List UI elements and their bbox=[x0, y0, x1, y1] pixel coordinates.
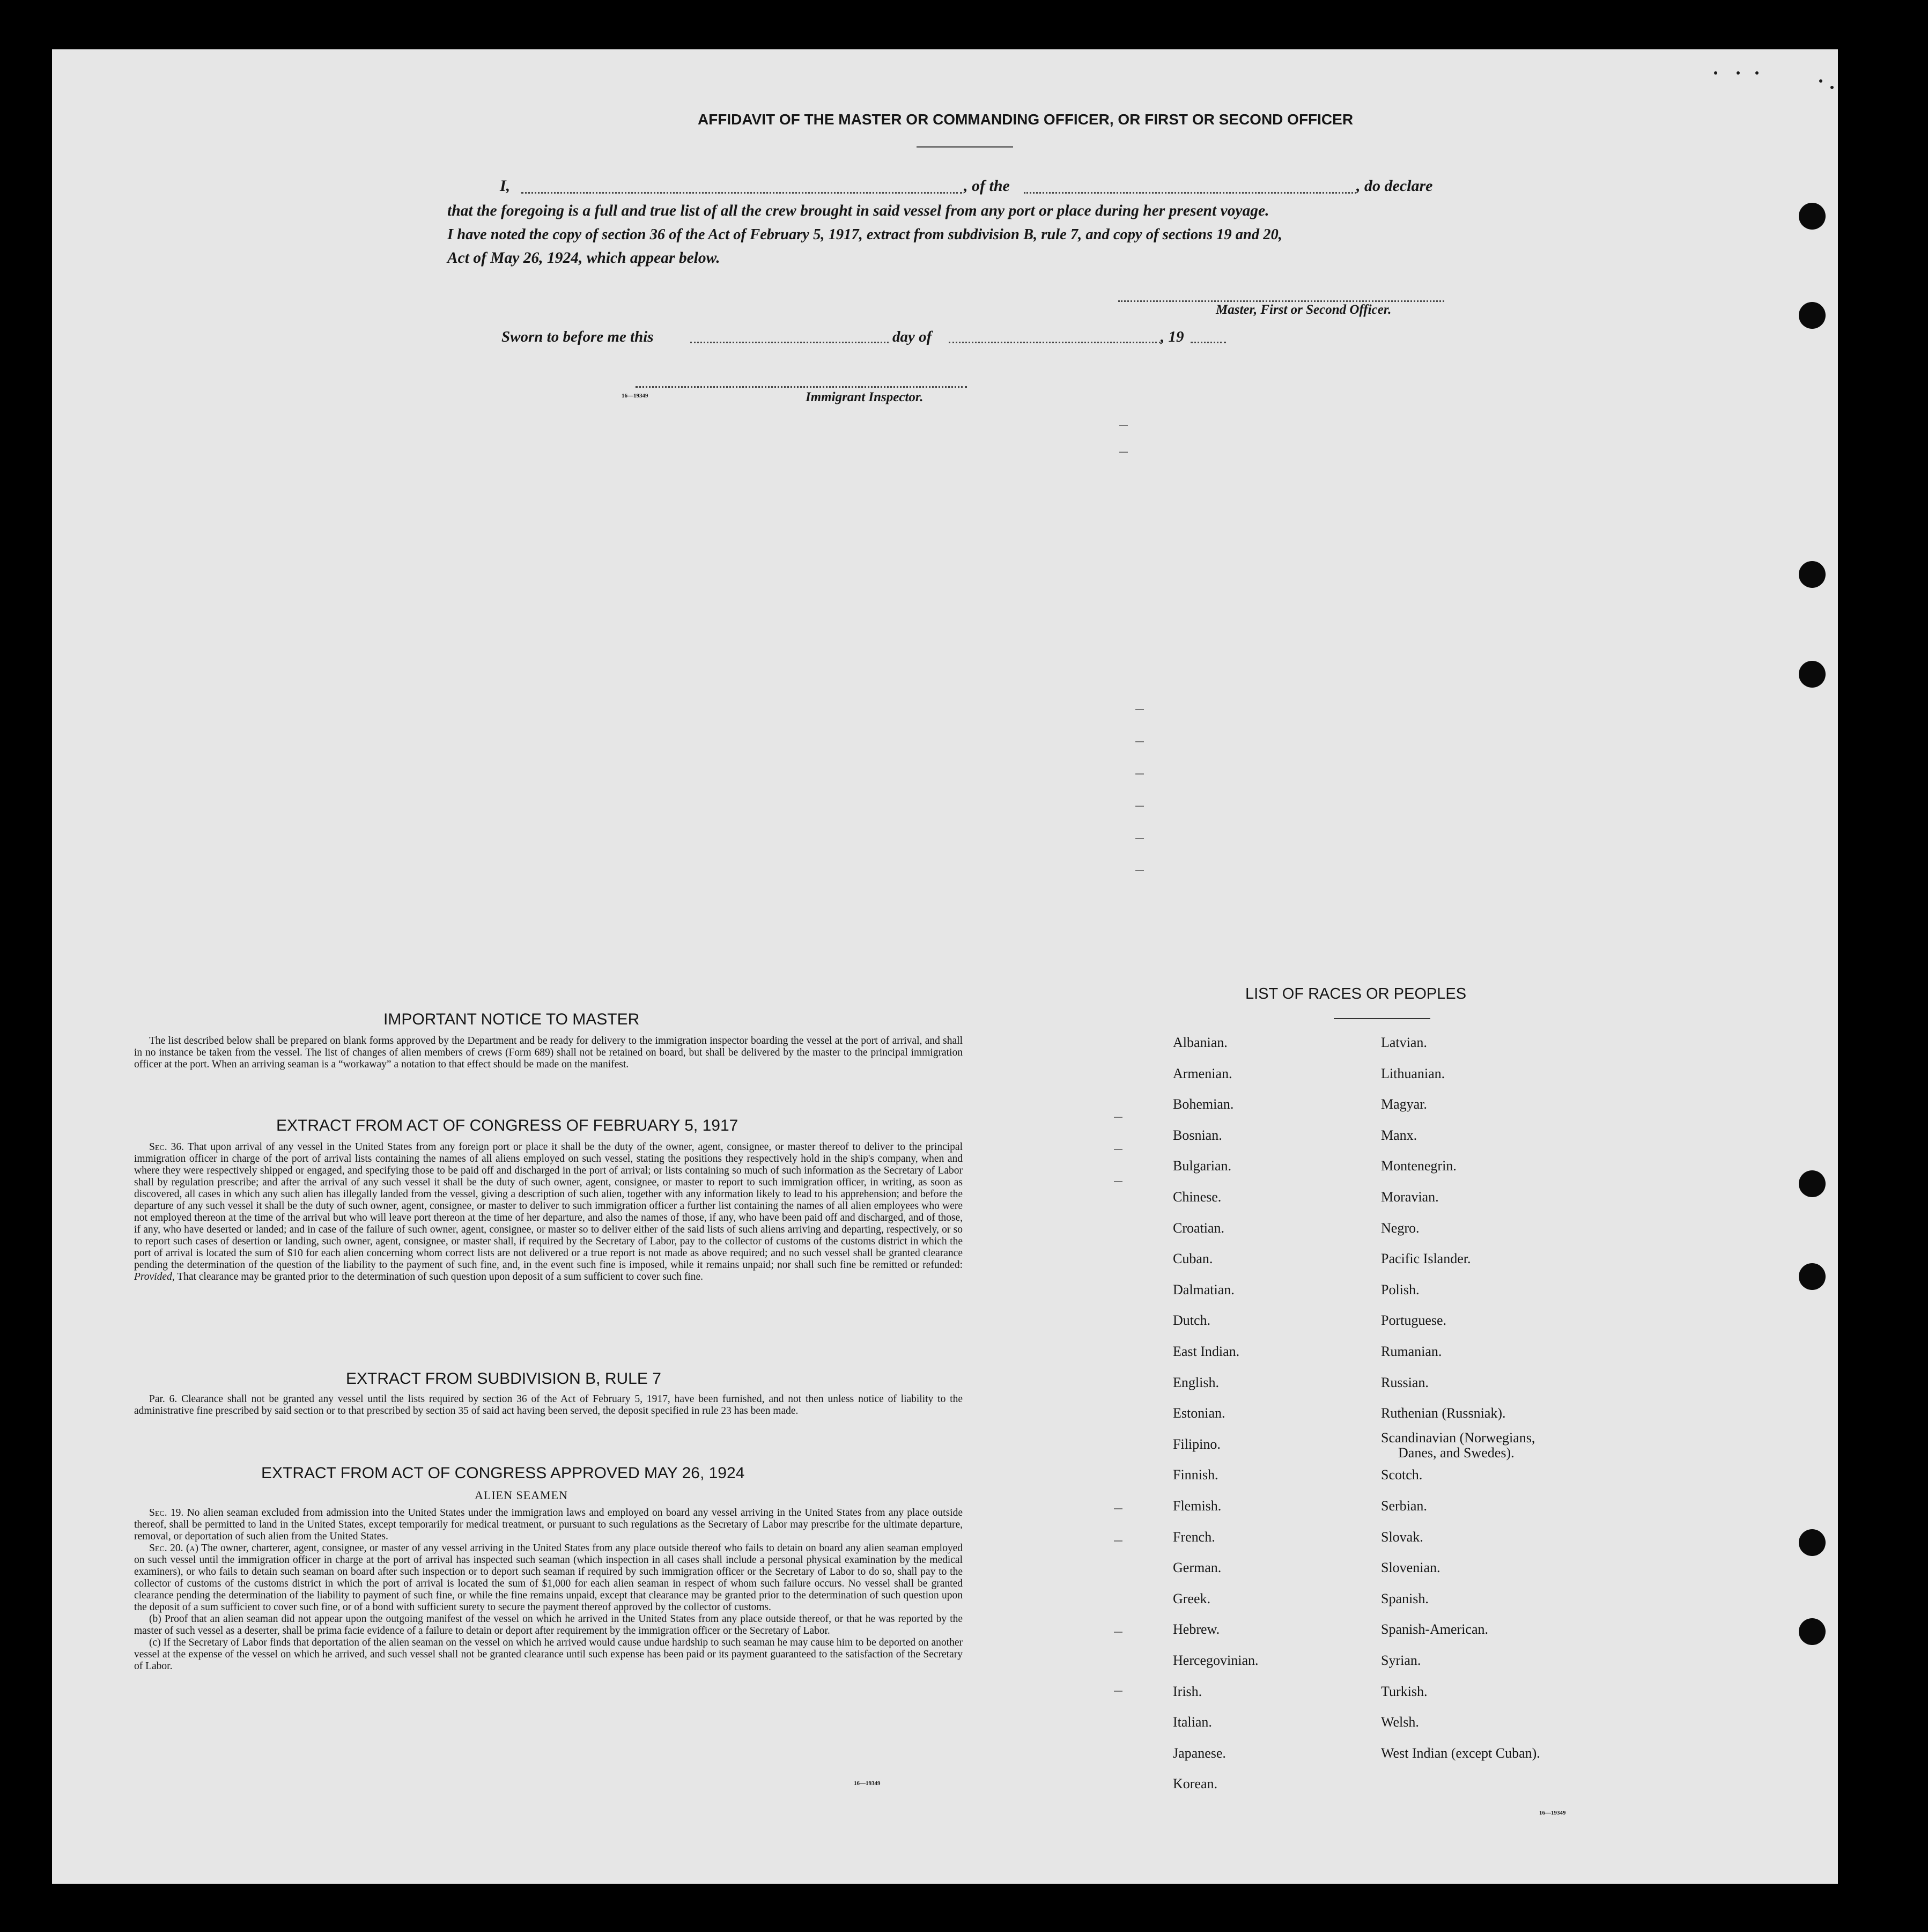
binder-hole bbox=[1799, 661, 1826, 688]
race-item: Italian. bbox=[1173, 1714, 1212, 1730]
document-page: AFFIDAVIT OF THE MASTER OR COMMANDING OFFICER, OR FIRST OR SECOND OFFICER I, , of the , do declare that the foregoing is a full and true list of all the crew brought in said vessel from any port or place during her present voyage. I have noted the copy of section 36 of the Act of February 5, 1917, extract from subdivision B, rule 7, and copy of sections 19 and 20, Act of May 26, 1924, which appear below. Master, First or Second Officer. Sworn to before me this day of , 19 16—19349 Immigrant Inspector. IMPORTANT NOTICE TO MASTER The list described below shall be prepared on blank forms approved by the Department and be ready for delivery to the immigration inspector boarding the vessel at the port of arrival, and shall in no instance be taken from the vessel. The list of changes of alien members of crews (Form 689) shall not be retained on board, but shall be delivered by the master to the principal immigration officer at the port. When an arriving seaman is a “workaway” a notation to that effect should be made on the manifest. EXTRACT FROM ACT OF CONGRESS OF FEBRUARY 5, 1917 Sec. 36. That upon arrival of any vessel in the United States from any foreign port or place it shall be the duty of the owner, agent, consignee, or master thereof to deliver to the principal immigration officer in charge of the port of arrival lists containing the names of all aliens employed on such vessel, stating the positions they respectively hold in the ship's company, when and where they were respectively shipped or engaged, and specifying those to be paid off and discharged in the port of arrival; or lists containing so much of such information as the Secretary of Labor shall by regulation prescribe; and after the arrival of any such vessel it shall be the duty of such owner, agent, consignee, or master to report to such immigration officer, in writing, as soon as discovered, all cases in which any such alien has illegally landed from the vessel, giving a description of such alien, together with any information likely to lead to his apprehension; and before the departure of any such vessel it shall be the duty of such owner, agent, consignee, or master to deliver to such immigration officer a further list containing the names of all alien employees who were not employed thereon at the time of the arrival but who will leave port thereon at the time of her departure, and also the names of those, if any, who have been paid off and discharged, and of those, if any, who have deserted or landed; and in case of the failure of such owner, agent, consignee, or master so to deliver either of the said lists of such aliens arriving and departing, respectively, or so to report such cases of desertion or landing, such owner, agent, consignee, or master shall, if required by the Secretary of Labor, pay to the collector of customs of the customs district in which the port of arrival is located the sum of $10 for each alien concerning whom correct lists are not delivered or a true report is not made as above required; and no such vessel shall be granted clearance pending the determination of the question of the liability to the payment of such fine, and, in the event such fine is imposed, while it remains unpaid; nor shall such fine be remitted or refunded: Provided, That clearance may be granted prior to the determination of such question upon deposit of a sum sufficient to cover such fine. EXTRACT FROM SUBDIVISION B, RULE 7 Par. 6. Clearance shall not be granted any vessel until the lists required by section 36 of the Act of February 5, 1917, have been furnished, and not then unless notice of liability to the administrative fine prescribed by said section or to that prescribed by section 35 of said act having been served, the deposit specified in rule 23 has been made. EXTRACT FROM ACT OF CONGRESS APPROVED MAY 26, 1924 ALIEN SEAMEN Sec. 19. No alien seaman excluded from admission into the United States under the immigration laws and employed on board any vessel arriving in the United States from any place outside thereof, shall be permitted to land in the United States, except temporarily for medical treatment, or pursuant to such regulations as the Secretary of Labor may prescribe for the ultimate departure, removal, or deportation of such alien from the United States. Sec. 20. (a) The owner, charterer, agent, consignee, or master of any vessel arriving in the United States from any place outside thereof who fails to detain on board any alien seaman employed on such vessel until the immigration officer in charge at the port of arrival has inspected such seaman (which inspection in all cases shall include a personal physical examination by the medical examiners), or who fails to detain such seaman on board after such inspection or to deport such seaman if required by such immigration officer or the Secretary of Labor to do so, shall pay to the collector of customs of the customs district in which the port of arrival is located the sum of $1,000 for each alien seaman in respect of whom such failure occurs. No vessel shall be granted clearance pending the determination of the liability to payment of such fine, or while the fine remains unpaid, except that clearance may be granted prior to the determination of such question upon the deposit of a sum sufficient to cover such fine, or of a bond with sufficient surety to secure the payment thereof approved by the collector of customs. (b) Proof that an alien seaman did not appear upon the outgoing manifest of the vessel on which he arrived in the United States from any place outside thereof, or that he was reported by the master of such vessel as a deserter, shall be prima facie evidence of a failure to detain or deport after requirement by the immigration officer or the Secretary of Labor. (c) If the Secretary of Labor finds that deportation of the alien seaman on the vessel on which he arrived would cause undue hardship to such seaman he may cause him to be deported on another vessel at the expense of the vessel on which he arrived, and such vessel shall not be granted clearance until such expense has been paid or its payment guaranteed to the satisfaction of the Secretary of Labor. 16—19349 LIST OF RACES OR PEOPLES Albanian. Armenian. Bohemian. Bosnian. Bulgarian. Chinese. Croatian. Cuban. Dalmatian. Dutch. East Indian. English. Estonian. Filipino. Finnish. Flemish. French. German. Greek. Hebrew. Hercegovinian. Irish. Italian. Japanese. Korean. Latvian. Lithuanian. Magyar. Manx. Montenegrin. Moravian. Negro. Pacific Islander. Polish. Portuguese. Rumanian. Russian. Ruthenian (Russniak). Scandinavian (Norwegians, Danes, and Swedes). Scotch. Serbian. Slovak. Slovenian. Spanish. Spanish-American. Syrian. Turkish. Welsh. West Indian (except Cuban). 16—19349 bbox=[52, 49, 1838, 1884]
binder-hole bbox=[1799, 1170, 1826, 1197]
race-item: Flemish. bbox=[1173, 1498, 1222, 1514]
extract-1924-text: Sec. 19. No alien seaman excluded from admission into the United States under the immigration laws and employed on board any vessel arriving in the United States from any place outside thereof, shall be permitted to land in the United States, except temporarily for medical treatment, or pursuant to such regulations as the Secretary of Labor may prescribe for the ultimate departure, removal, or deportation of such alien from the United States. Sec. 20. (a) The owner, charterer, agent, consignee, or master of any vessel arriving in the United States from any place outside thereof who fails to detain on board any alien seaman employed on such vessel until the immigration officer in charge at the port of arrival has inspected such seaman (which inspection in all cases shall include a personal physical examination by the medical examiners), or who fails to detain such seaman on board after such inspection or to deport such seaman if required by such immigration officer or the Secretary of Labor to do so, shall pay to the collector of customs of the customs district in which the port of arrival is located the sum of $1,000 for each alien seaman in respect of whom such failure occurs. No vessel shall be granted clearance pending the determination of the liability to payment of such fine, or while the fine remains unpaid, except that clearance may be granted prior to the determination of such question upon the deposit of a sum sufficient to cover such fine, or of a bond with sufficient surety to secure the payment thereof approved by the collector of customs. (b) Proof that an alien seaman did not appear upon the outgoing manifest of the vessel on which he arrived in the United States from any place outside thereof, or that he was reported by the master of such vessel as a deserter, shall be prima facie evidence of a failure to detain or deport after requirement by the immigration officer or the Secretary of Labor. (c) If the Secretary of Labor finds that deportation of the alien seaman on the vessel on which he arrived would cause undue hardship to such seaman he may cause him to be deported on another vessel at the expense of the vessel on which he arrived, and such vessel shall not be granted clearance until such expense has been paid or its payment guaranteed to the satisfaction of the Secretary of Labor. bbox=[134, 1507, 963, 1672]
race-item: English. bbox=[1173, 1375, 1219, 1390]
race-item: Spanish-American. bbox=[1381, 1621, 1489, 1637]
race-item: Scandinavian (Norwegians, bbox=[1381, 1430, 1535, 1446]
binder-hole bbox=[1799, 1529, 1826, 1556]
race-item: Albanian. bbox=[1173, 1035, 1228, 1050]
sworn-line: Sworn to before me this bbox=[501, 328, 654, 345]
rule7-text: Par. 6. Clearance shall not be granted any vessel until the lists required by section 36 of the Act of February 5, 1917, have been furnished, and not then unless notice of liability to the administrative fine prescribed by said section or to that prescribed by section 35 of said act having been served, the deposit specified in rule 23 has been made. bbox=[134, 1393, 963, 1417]
race-item: Croatian. bbox=[1173, 1220, 1225, 1236]
race-item: Lithuanian. bbox=[1381, 1066, 1445, 1081]
sworn-year-blank bbox=[1191, 342, 1226, 343]
race-item: East Indian. bbox=[1173, 1344, 1240, 1359]
race-item: Pacific Islander. bbox=[1381, 1251, 1471, 1266]
race-item: Manx. bbox=[1381, 1127, 1417, 1143]
race-item: Estonian. bbox=[1173, 1405, 1225, 1421]
inspector-signature-blank bbox=[636, 386, 967, 388]
form-number-top: 16—19349 bbox=[622, 393, 648, 399]
race-item: Hercegovinian. bbox=[1173, 1653, 1259, 1668]
races-underline bbox=[1334, 1018, 1430, 1019]
extract-1924-title: EXTRACT FROM ACT OF CONGRESS APPROVED MAY 26, 1924 bbox=[261, 1464, 745, 1482]
race-item: Cuban. bbox=[1173, 1251, 1213, 1266]
extract-1917-text: Sec. 36. That upon arrival of any vessel in the United States from any foreign port or place it shall be the duty of the owner, agent, consignee, or master thereof to deliver to the principal immigration officer in charge of the port of arrival lists containing the names of all aliens employed on such vessel, stating the positions they respectively hold in the ship's company, when and where they were respectively shipped or engaged, and specifying those to be paid off and discharged in the port of arrival; or lists containing so much of such information as the Secretary of Labor shall by regulation prescribe; and after the arrival of any such vessel it shall be the duty of such owner, agent, consignee, or master to report to such immigration officer, in writing, as soon as discovered, all cases in which any such alien has illegally landed from the vessel, giving a description of such alien, together with any information likely to lead to his apprehension; and before the departure of any such vessel it shall be the duty of such owner, agent, consignee, or master to deliver to such immigration officer a further list containing the names of all alien employees who were not employed thereon at the time of the arrival but who will leave port thereon at the time of her departure, and also the names of those, if any, who have been paid off and discharged, and of those, if any, who have deserted or landed; and in case of the failure of such owner, agent, consignee, or master so to deliver either of the said lists of such aliens arriving and departing, respectively, or so to report such cases of desertion or landing, such owner, agent, consignee, or master shall, if required by the Secretary of Labor, pay to the collector of customs of the customs district in which the port of arrival is located the sum of $10 for each alien concerning whom correct lists are not delivered or a true report is not made as above required; and no such vessel shall be granted clearance pending the determination of the question of the liability to the payment of such fine, and, in the event such fine is imposed, while it remains unpaid; nor shall such fine be remitted or refunded: Provided, That clearance may be granted prior to the determination of such question upon deposit of a sum sufficient to cover such fine. bbox=[134, 1141, 963, 1282]
affidavit-line-4: Act of May 26, 1924, which appear below. bbox=[447, 249, 720, 267]
race-item: Hebrew. bbox=[1173, 1621, 1220, 1637]
inspector-caption: Immigrant Inspector. bbox=[806, 390, 924, 404]
vessel-blank bbox=[1024, 192, 1356, 194]
race-item: Serbian. bbox=[1381, 1498, 1427, 1514]
race-item: Turkish. bbox=[1381, 1684, 1428, 1699]
race-item: Chinese. bbox=[1173, 1189, 1222, 1205]
race-item: West Indian (except Cuban). bbox=[1381, 1745, 1540, 1761]
race-item: Welsh. bbox=[1381, 1714, 1419, 1730]
race-item: Ruthenian (Russniak). bbox=[1381, 1405, 1506, 1421]
race-item: Dutch. bbox=[1173, 1312, 1211, 1328]
binder-hole bbox=[1799, 561, 1826, 588]
extract-1917-title: EXTRACT FROM ACT OF CONGRESS OF FEBRUARY 5, 1917 bbox=[276, 1117, 738, 1134]
race-item: Irish. bbox=[1173, 1684, 1202, 1699]
race-item: Slovak. bbox=[1381, 1529, 1423, 1545]
race-item: Portuguese. bbox=[1381, 1312, 1447, 1328]
signature-blank bbox=[1118, 300, 1444, 302]
race-item: Greek. bbox=[1173, 1591, 1211, 1606]
race-item: Russian. bbox=[1381, 1375, 1429, 1390]
rule7-title: EXTRACT FROM SUBDIVISION B, RULE 7 bbox=[346, 1370, 661, 1388]
binder-hole bbox=[1799, 1618, 1826, 1645]
race-item: Scotch. bbox=[1381, 1467, 1423, 1483]
race-item: German. bbox=[1173, 1560, 1222, 1575]
race-item: Korean. bbox=[1173, 1776, 1218, 1791]
race-item: Latvian. bbox=[1381, 1035, 1427, 1050]
binder-hole bbox=[1799, 302, 1826, 329]
race-item: Filipino. bbox=[1173, 1436, 1221, 1452]
race-item: Magyar. bbox=[1381, 1096, 1427, 1112]
sworn-day-blank bbox=[690, 342, 889, 343]
notice-text: The list described below shall be prepared on blank forms approved by the Department and be ready for delivery to the immigration inspector boarding the vessel at the port of arrival, and shall in no instance be taken from the vessel. The list of changes of alien members of crews (Form 689) shall not be retained on board, but shall be delivered by the master to the principal immigration officer at the port. When an arriving seaman is a “workaway” a notation to that effect should be made on the manifest. bbox=[134, 1035, 963, 1070]
notice-title: IMPORTANT NOTICE TO MASTER bbox=[383, 1011, 640, 1028]
race-item: Finnish. bbox=[1173, 1467, 1218, 1483]
name-blank bbox=[521, 192, 962, 194]
race-item: Polish. bbox=[1381, 1282, 1420, 1297]
races-title: LIST OF RACES OR PEOPLES bbox=[1245, 985, 1467, 1002]
affidavit-line-1: I, bbox=[500, 177, 511, 195]
race-item: Moravian. bbox=[1381, 1189, 1439, 1205]
race-item: Rumanian. bbox=[1381, 1344, 1442, 1359]
affidavit-title: AFFIDAVIT OF THE MASTER OR COMMANDING OFFICER, OR FIRST OR SECOND OFFICER bbox=[697, 111, 1354, 128]
race-item: Syrian. bbox=[1381, 1653, 1421, 1668]
signature-caption: Master, First or Second Officer. bbox=[1216, 303, 1392, 317]
form-number-bottom-left: 16—19349 bbox=[854, 1780, 881, 1787]
sworn-month-blank bbox=[949, 342, 1161, 343]
binder-hole bbox=[1799, 203, 1826, 230]
affidavit-line-3: I have noted the copy of section 36 of the Act of February 5, 1917, extract from subdivision B, rule 7, and copy of sections 19 and 20, bbox=[447, 226, 1282, 243]
race-item: Armenian. bbox=[1173, 1066, 1232, 1081]
race-item: Bosnian. bbox=[1173, 1127, 1222, 1143]
race-item: Bohemian. bbox=[1173, 1096, 1234, 1112]
affidavit-line-2: that the foregoing is a full and true list of all the crew brought in said vessel from any port or place during her present voyage. bbox=[447, 202, 1269, 219]
race-item: Bulgarian. bbox=[1173, 1158, 1232, 1174]
race-item: Spanish. bbox=[1381, 1591, 1429, 1606]
race-item: Slovenian. bbox=[1381, 1560, 1441, 1575]
form-number-races: 16—19349 bbox=[1539, 1810, 1566, 1816]
title-underline bbox=[917, 146, 1013, 148]
binder-hole bbox=[1799, 1263, 1826, 1290]
race-item: Montenegrin. bbox=[1381, 1158, 1457, 1174]
race-item: Negro. bbox=[1381, 1220, 1420, 1236]
race-item: Dalmatian. bbox=[1173, 1282, 1235, 1297]
race-item: Danes, and Swedes). bbox=[1398, 1445, 1515, 1461]
race-item: French. bbox=[1173, 1529, 1215, 1545]
alien-seamen-subtitle: ALIEN SEAMEN bbox=[475, 1488, 568, 1502]
race-item: Japanese. bbox=[1173, 1745, 1226, 1761]
